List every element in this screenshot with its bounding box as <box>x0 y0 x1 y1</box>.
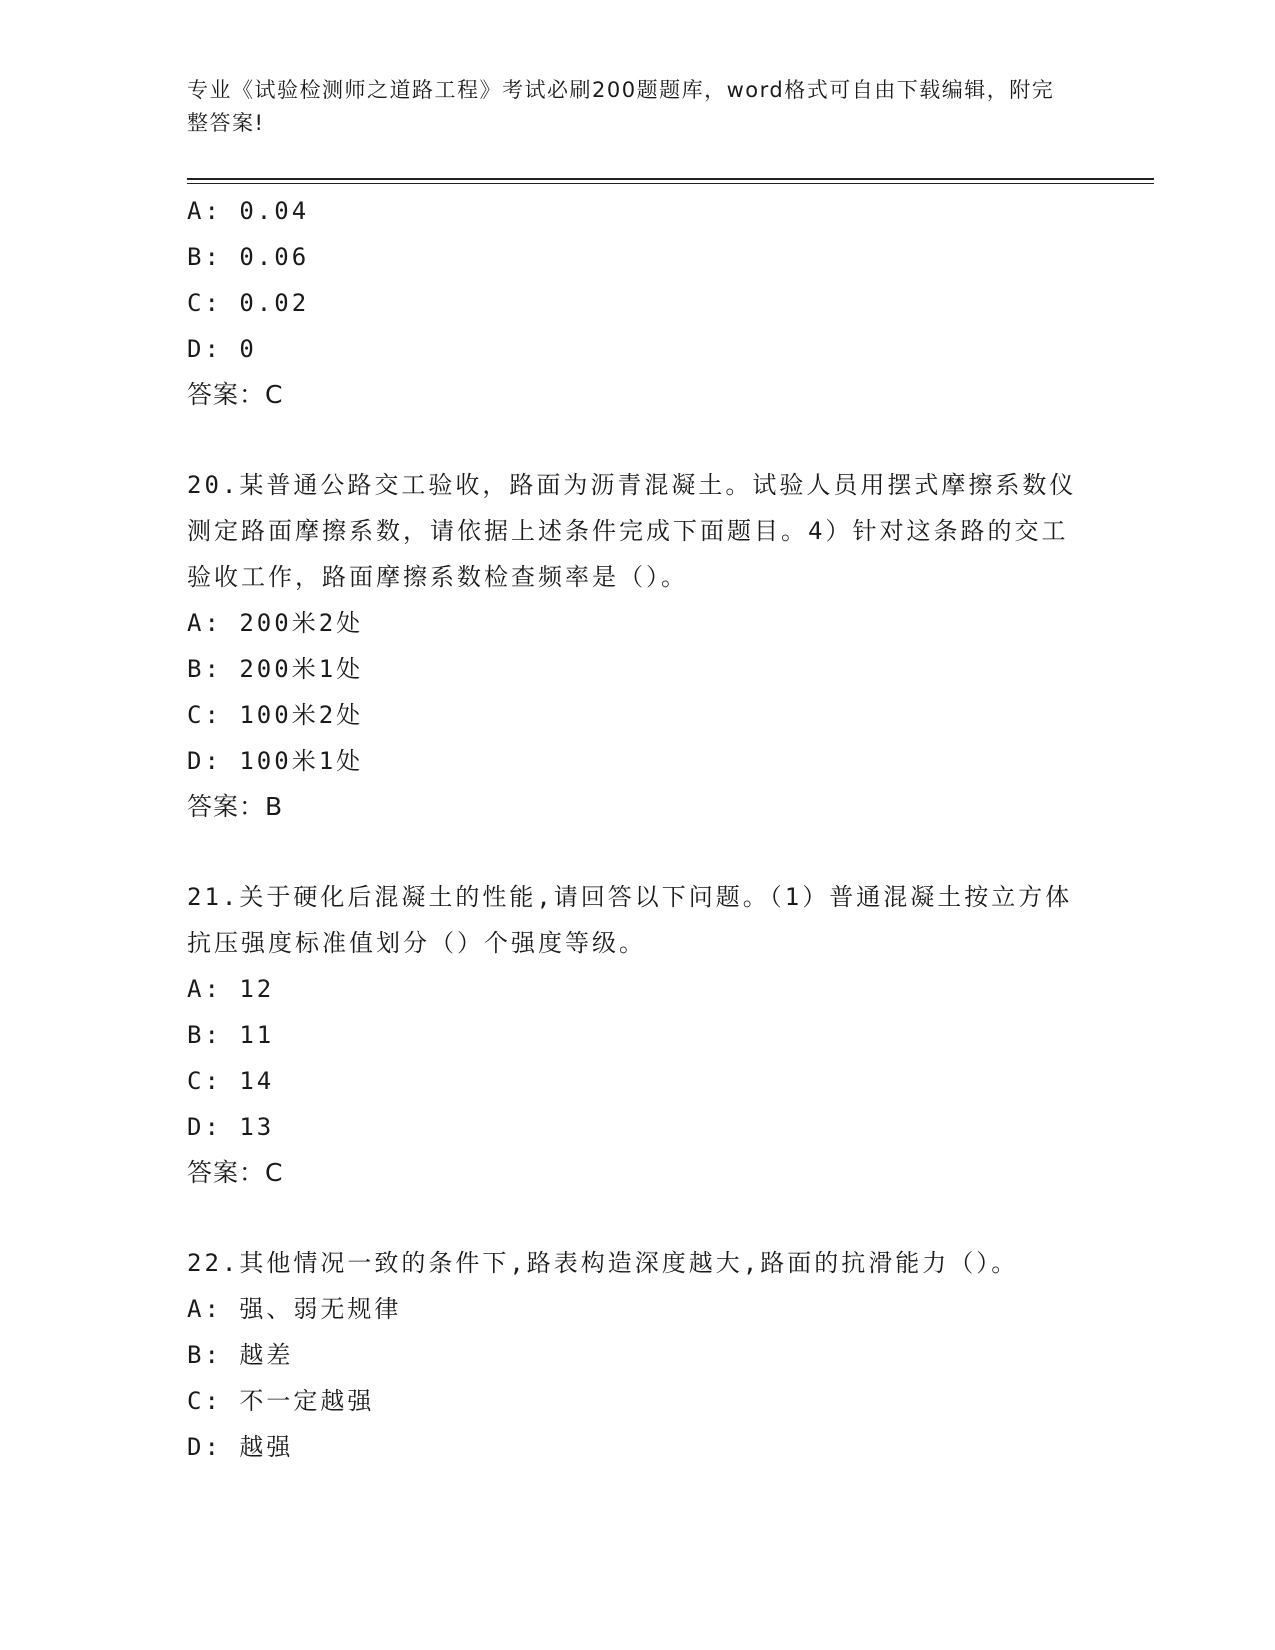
answer: 答案：C <box>187 1158 284 1187</box>
option-d: D: 0 <box>187 335 257 363</box>
option-c: C: 14 <box>187 1067 275 1095</box>
option-d: D: 越强 <box>187 1433 294 1461</box>
option-b: B: 11 <box>187 1021 275 1049</box>
question-stem: 20.某普通公路交工验收，路面为沥青混凝土。试验人员用摆式摩擦系数仪测定路面摩擦系数，请依据上述条件完成下面题目。4）针对这条路的交工验收工作，路面摩擦系数检查频率是（）。 <box>187 471 1077 591</box>
question-22 <box>187 1240 1087 1470</box>
option-d: D: 100米1处 <box>187 747 364 775</box>
option-c: C: 100米2处 <box>187 701 364 729</box>
option-b: B: 0.06 <box>187 243 310 271</box>
question-stem: 22.其他情况一致的条件下,路表构造深度越大,路面的抗滑能力（）。 <box>187 1249 1019 1277</box>
document-header: 专业《试验检测师之道路工程》考试必刷200题题库，word格式可自由下载编辑，附完整答案! <box>187 78 1055 135</box>
option-d: D: 13 <box>187 1113 275 1141</box>
option-a: A: 200米2处 <box>187 609 364 637</box>
option-c: C: 0.02 <box>187 289 310 317</box>
option-c: C: 不一定越强 <box>187 1387 375 1415</box>
header-divider <box>187 178 1154 180</box>
question-list <box>187 188 1087 1470</box>
question-20 <box>187 462 1087 830</box>
option-a: A: 强、弱无规律 <box>187 1295 402 1323</box>
question-21 <box>187 874 1087 1196</box>
option-b: B: 越差 <box>187 1341 294 1369</box>
option-a: A: 0.04 <box>187 197 310 225</box>
header-divider-thin <box>187 183 1154 184</box>
question-stem: 21.关于硬化后混凝土的性能,请回答以下问题。（1）普通混凝土按立方体抗压强度标准值划分（）个强度等级。 <box>187 883 1073 957</box>
option-a: A: 12 <box>187 975 275 1003</box>
question-19 <box>187 188 1087 418</box>
answer: 答案：C <box>187 380 284 409</box>
option-b: B: 200米1处 <box>187 655 364 683</box>
answer: 答案：B <box>187 792 284 821</box>
